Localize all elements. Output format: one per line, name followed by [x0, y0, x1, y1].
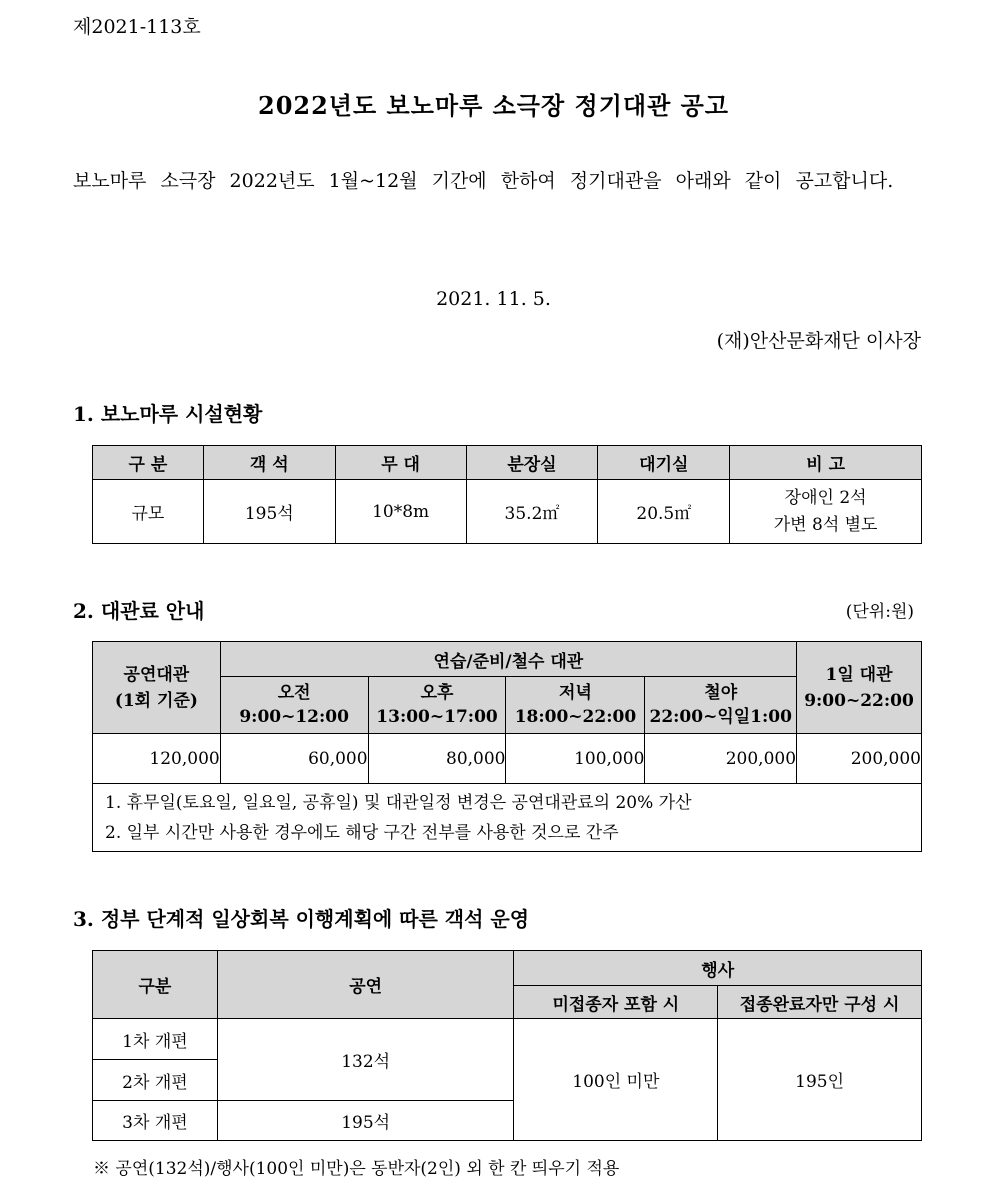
- fee-table: [92, 641, 922, 852]
- price-full-day: 200,000: [797, 734, 922, 784]
- slot-time: 9:00~12:00: [239, 707, 349, 727]
- performance-rental-basis: (1회 기준): [114, 690, 198, 711]
- row-label-phase3: 3차 개편: [93, 1101, 218, 1141]
- price-evening: 100,000: [506, 734, 645, 784]
- header-slot-overnight: [645, 677, 797, 734]
- section2-heading: 2. 대관료 안내: [73, 599, 205, 623]
- day-rental-hours: 9:00~22:00: [804, 690, 914, 711]
- header-day-rental: [797, 642, 922, 734]
- document-number: 제2021-113호: [73, 16, 201, 38]
- header-category: 구 분: [93, 446, 204, 480]
- price-performance: 120,000: [93, 734, 221, 784]
- header-performance: 공연: [217, 951, 514, 1019]
- row-label-phase2: 2차 개편: [93, 1060, 218, 1101]
- cell-performance-phase3: 195석: [217, 1101, 514, 1141]
- cell-performance-phase12: 132석: [217, 1019, 514, 1101]
- header-event-mixed: 미접종자 포함 시: [514, 986, 718, 1019]
- slot-name: 오후: [420, 683, 454, 703]
- cell-event-mixed: 100인 미만: [514, 1019, 718, 1141]
- day-rental-title: 1일 대관: [825, 664, 893, 685]
- cell-stage: 10*8m: [335, 480, 466, 544]
- price-afternoon: 80,000: [368, 734, 506, 784]
- header-category: 구분: [93, 951, 218, 1019]
- fee-notes: [93, 784, 922, 852]
- page-title: 2022년도 보노마루 소극장 정기대관 공고: [258, 91, 729, 120]
- header-waiting-room: 대기실: [598, 446, 730, 480]
- slot-time: 13:00~17:00: [376, 707, 498, 727]
- header-remarks: 비 고: [730, 446, 922, 480]
- seating-footnote: ※ 공연(132석)/행사(100인 미만)은 동반자(2인) 외 한 칸 띄우기 적용: [93, 1159, 620, 1179]
- header-stage: 무 대: [335, 446, 466, 480]
- announcement-date: 2021. 11. 5.: [436, 288, 551, 310]
- facility-table: [92, 445, 922, 544]
- cell-event-vaccinated: 195인: [718, 1019, 922, 1141]
- issuer: (재)안산문화재단 이사장: [716, 330, 921, 352]
- cell-waiting-room: 20.5㎡: [598, 480, 730, 544]
- row-label-scale: 규모: [93, 480, 204, 544]
- header-slot-afternoon: [368, 677, 506, 734]
- seating-table: [92, 950, 922, 1141]
- header-slot-morning: [220, 677, 368, 734]
- remarks-line2: 가변 8석 별도: [773, 514, 878, 535]
- cell-dressing-room: 35.2㎡: [466, 480, 598, 544]
- price-overnight: 200,000: [645, 734, 797, 784]
- header-performance-rental: [93, 642, 221, 734]
- slot-name: 오전: [277, 683, 311, 703]
- fee-note-2: 2. 일부 시간만 사용한 경우에도 해당 구간 전부를 사용한 것으로 간주: [105, 822, 619, 843]
- cell-seats: 195석: [203, 480, 335, 544]
- slot-time: 22:00~익일1:00: [649, 707, 792, 727]
- slot-time: 18:00~22:00: [514, 707, 637, 727]
- header-seats: 객 석: [203, 446, 335, 480]
- intro-paragraph: 보노마루 소극장 2022년도 1월~12월 기간에 한하여 정기대관을 아래와 같이 공고합니다.: [73, 170, 894, 192]
- cell-remarks: [730, 480, 922, 544]
- header-practice-rental: 연습/준비/철수 대관: [220, 642, 796, 677]
- section3-heading: 3. 정부 단계적 일상회복 이행계획에 따른 객석 운영: [73, 907, 530, 931]
- header-dressing-room: 분장실: [466, 446, 598, 480]
- slot-name: 철야: [704, 683, 738, 703]
- fee-note-1: 1. 휴무일(토요일, 일요일, 공휴일) 및 대관일정 변경은 공연대관료의 20% 가산: [105, 792, 692, 813]
- performance-rental-title: 공연대관: [123, 664, 190, 685]
- unit-label: (단위:원): [845, 602, 914, 622]
- header-event-vaccinated: 접종완료자만 구성 시: [718, 986, 922, 1019]
- slot-name: 저녁: [559, 683, 592, 703]
- price-morning: 60,000: [220, 734, 368, 784]
- header-slot-evening: [506, 677, 645, 734]
- remarks-line1: 장애인 2석: [784, 487, 867, 508]
- section1-heading: 1. 보노마루 시설현황: [73, 402, 263, 426]
- row-label-phase1: 1차 개편: [93, 1019, 218, 1060]
- header-event: 행사: [514, 951, 922, 986]
